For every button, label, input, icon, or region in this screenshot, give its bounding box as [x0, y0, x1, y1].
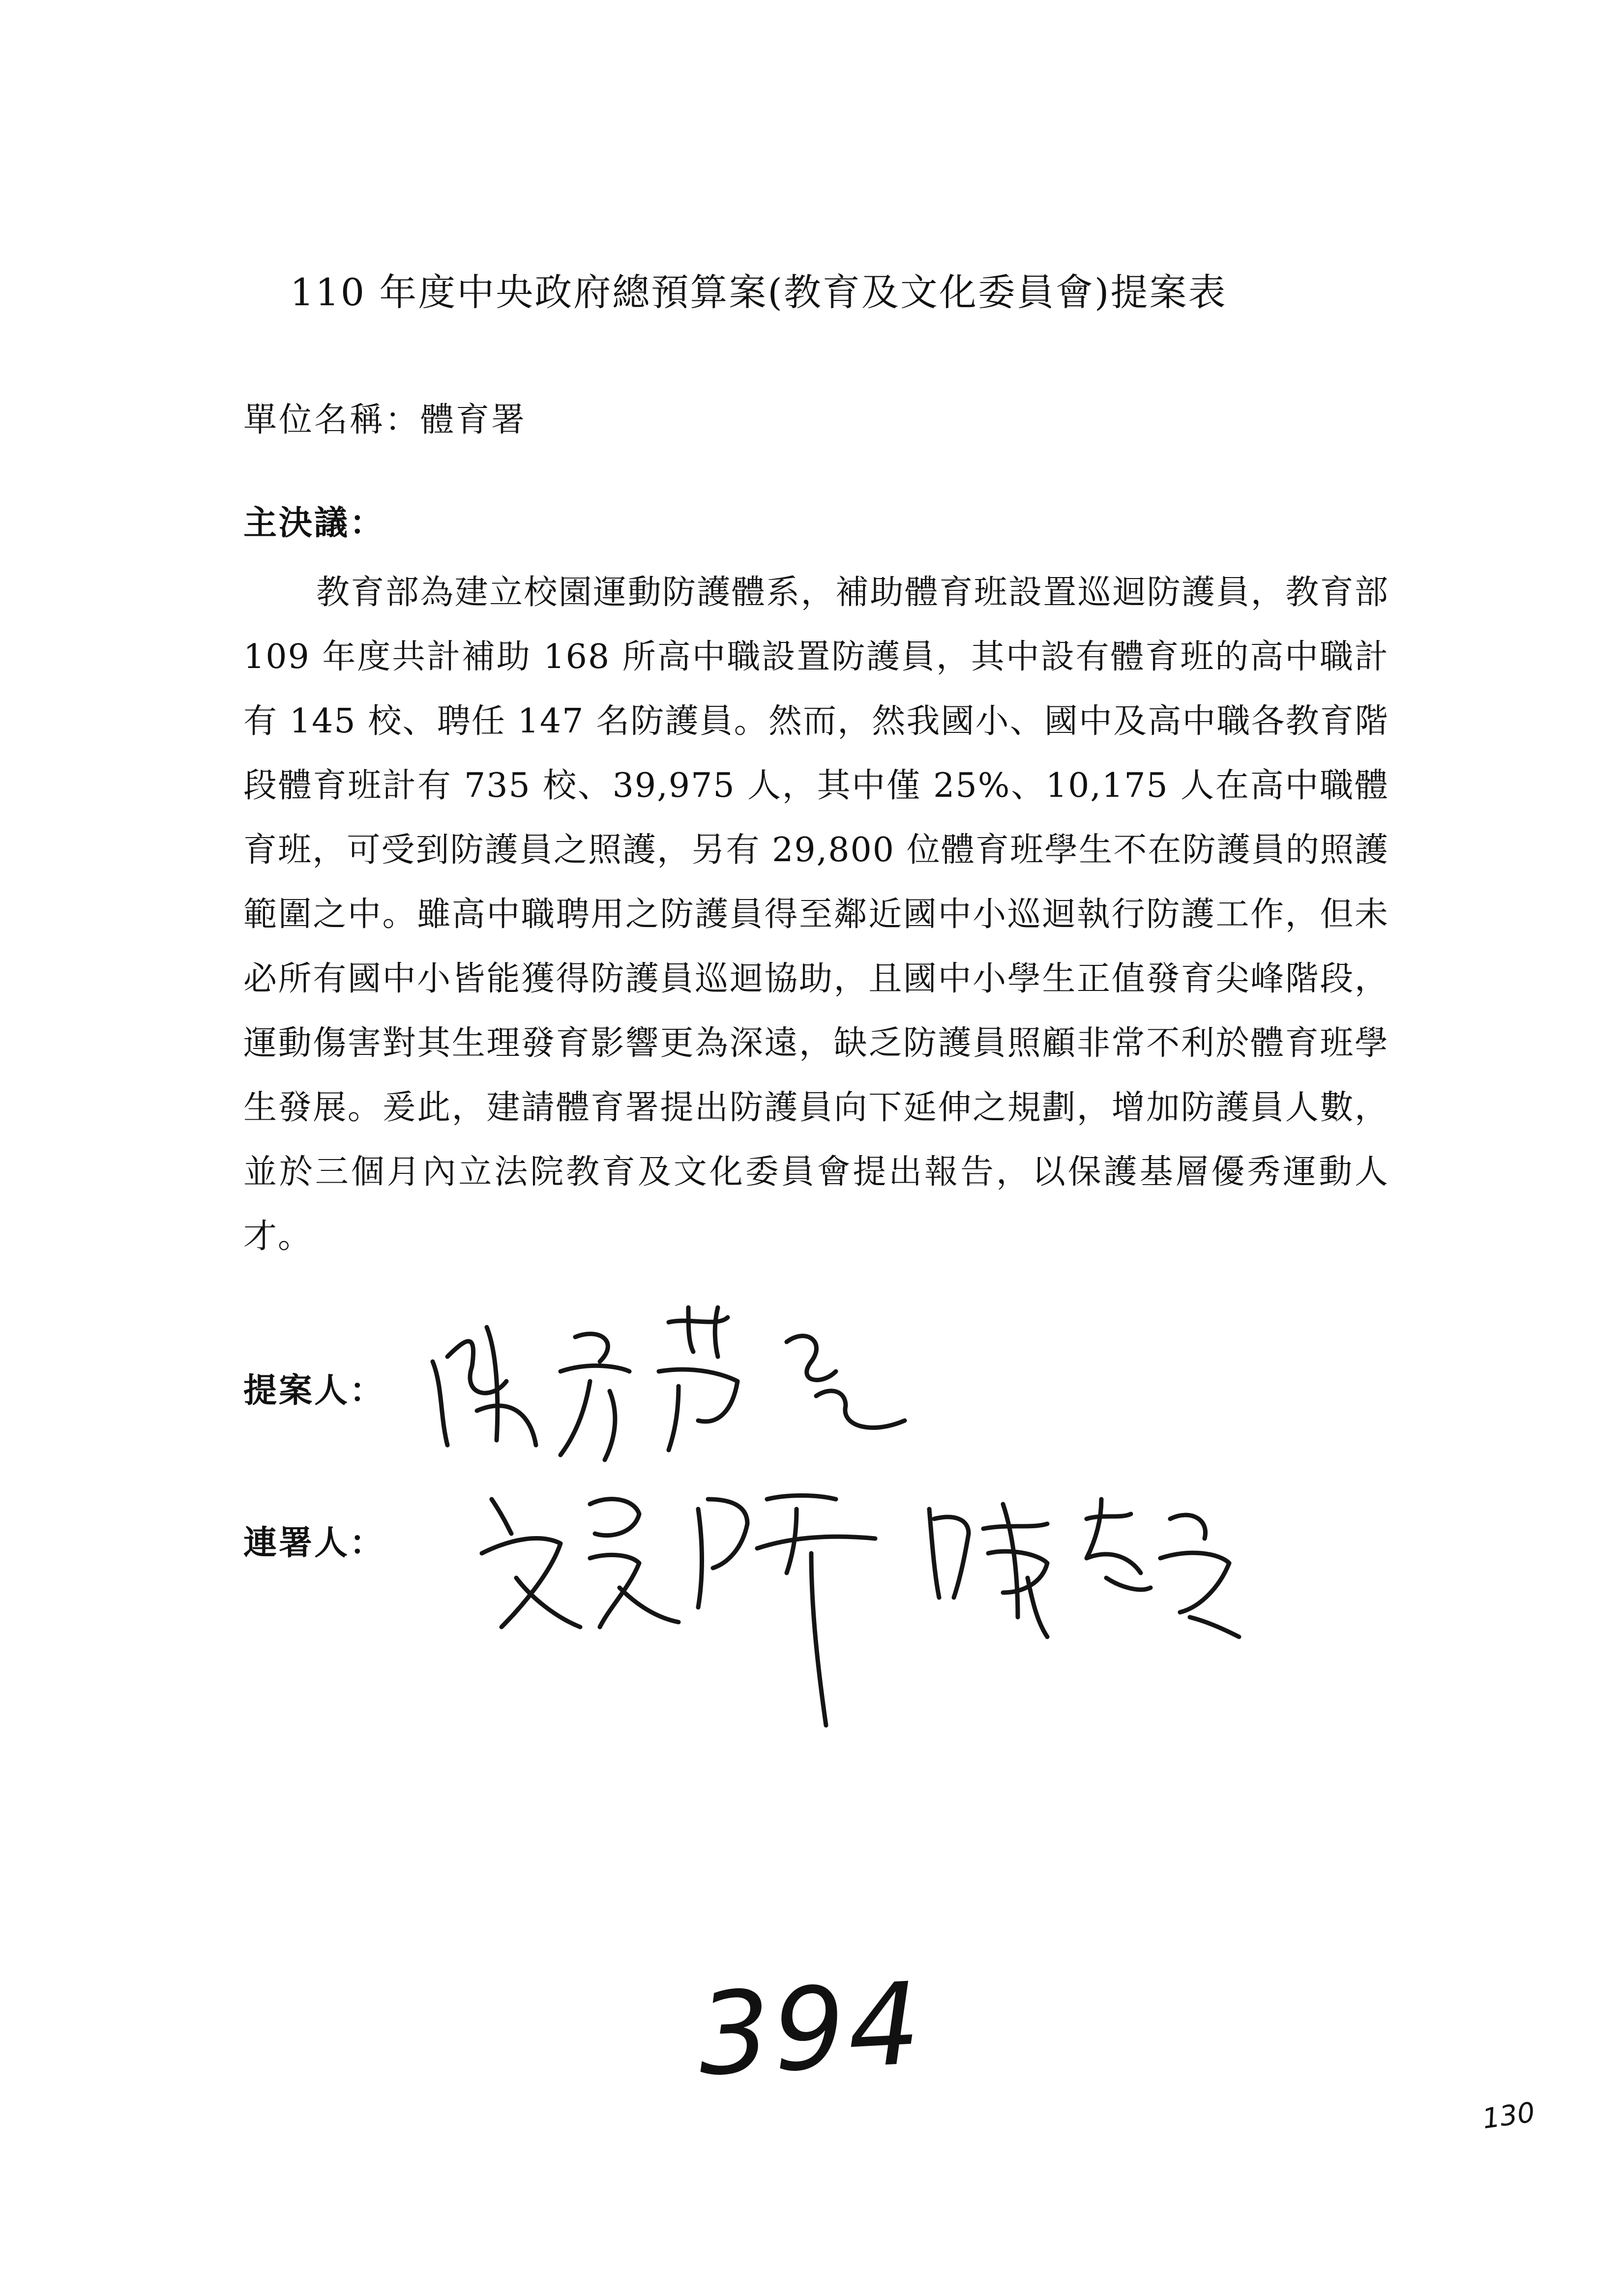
signature-stroke [590, 1499, 679, 1627]
cosigner-label: 連署人： [243, 1524, 385, 1563]
resolution-heading: 主決議： [243, 504, 385, 543]
signature-stroke [482, 1499, 580, 1627]
cosigner-signature-2 [915, 1489, 1249, 1657]
signature-stroke [757, 1496, 875, 1726]
signature-stroke [1160, 1515, 1239, 1637]
signature-stroke [477, 1327, 536, 1445]
signature-stroke [561, 1334, 629, 1460]
proposer-label: 提案人： [243, 1371, 385, 1410]
proposer-signature [413, 1298, 1003, 1465]
signature-stroke [983, 1504, 1047, 1637]
signature-stroke [433, 1362, 447, 1445]
signature-stroke [698, 1499, 747, 1607]
signature-stroke [787, 1336, 905, 1428]
signature-stroke [929, 1509, 969, 1598]
unit-name-line: 單位名稱：體育署 [243, 401, 527, 439]
cosigner-signature-1 [472, 1480, 905, 1745]
signature-stroke [659, 1308, 738, 1450]
resolution-body: 教育部為建立校園運動防護體系，補助體育班設置巡迴防護員，教育部 109 年度共計補助 168 所高中職設置防護員，其中設有體育班的高中職計有 145 校、聘任 147 名防護員。然而，然我國小、國中及高中職各教育階段體育班計有 735 校、39,975 人，其中僅 25%、10,175 人在高中職體育班，可受到防護員之照護，另有 29,800 位體育班學生不在防護員的照護範圍之中。雖高中職聘用之防護員得至鄰近國中小巡迴執行防護工作，但未必所有國中小皆能獲得防護員巡迴協助，且國中小學生正值發育尖峰階段，運動傷害對其生理發育影響更為深遠，缺乏防護員照顧非常不利於體育班學生發展。爰此，建請體育署提出防護員向下延伸之規劃，增加防護員人數，並於三個月內立法院教育及文化委員會提出報告，以保護基層優秀運動人才。 [243, 573, 1389, 1256]
signature-stroke [1087, 1499, 1151, 1590]
handwritten-page-number: 394 [695, 1958, 926, 2101]
handwritten-stamp-number: 130 [1480, 2096, 1537, 2136]
document-title: 110 年度中央政府總預算案(教育及文化委員會)提案表 [290, 270, 1227, 314]
